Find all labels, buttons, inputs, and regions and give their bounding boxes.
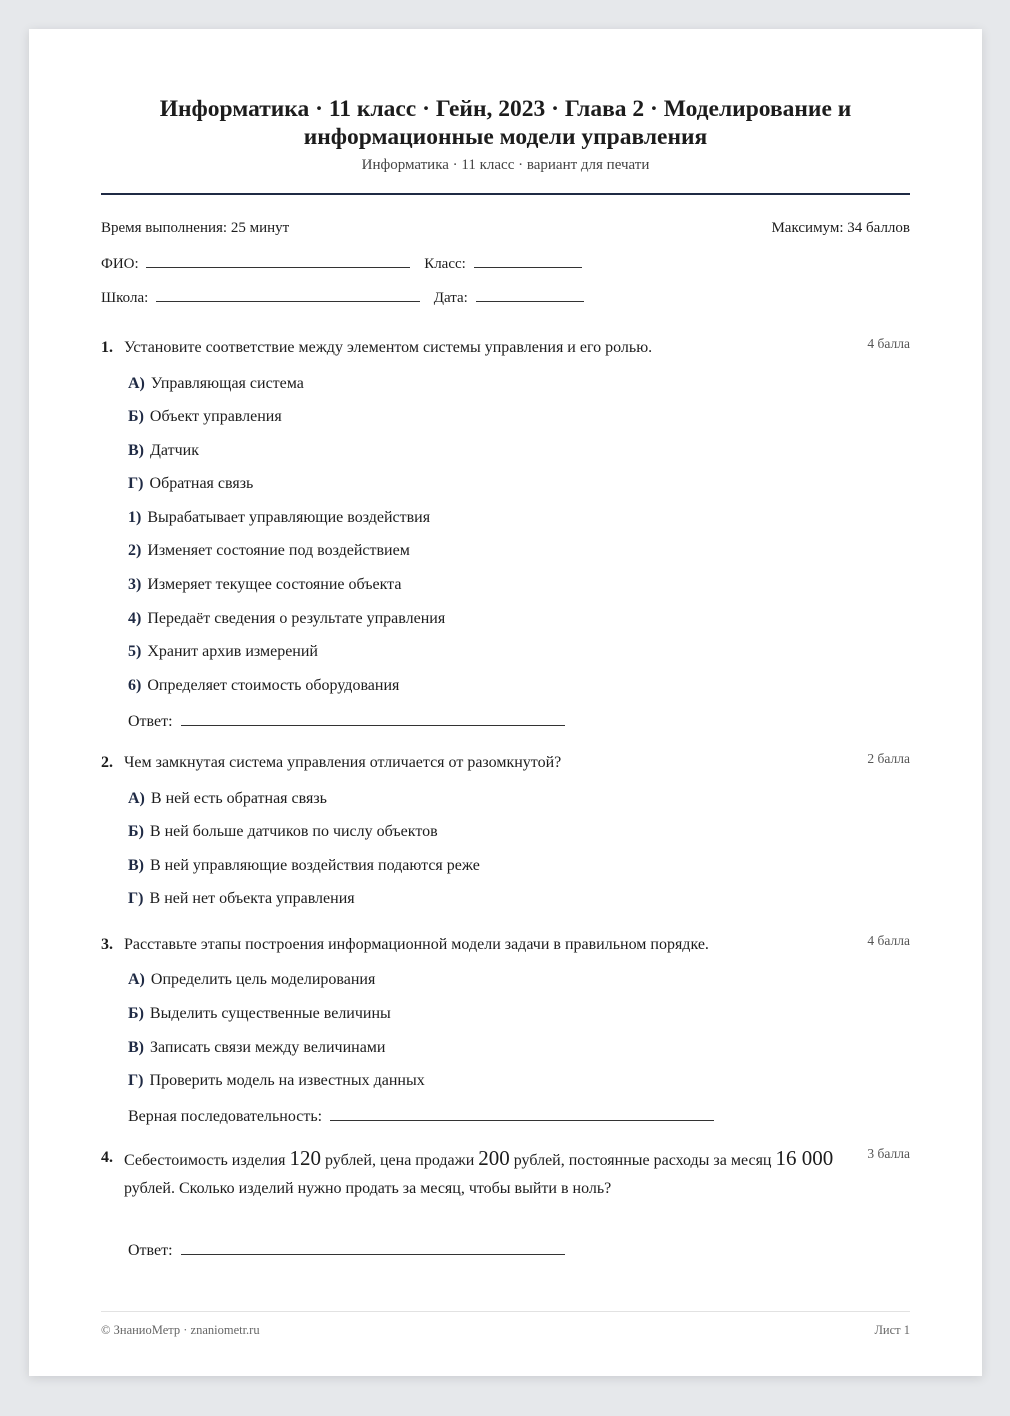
- question-points: 4 балла: [867, 336, 910, 351]
- meta-row-fio: [101, 253, 910, 273]
- question-1: [101, 334, 910, 730]
- item-number: 1): [128, 509, 142, 526]
- question-text: Установите соответствие между элементом системы управления и его ролью.: [124, 339, 653, 356]
- question-1-header: [101, 334, 910, 362]
- question-text: Расставьте этапы построения информационной модели задачи в правильном порядке.: [124, 936, 709, 953]
- item-text: Датчик: [150, 442, 199, 459]
- match-right-item: [128, 576, 401, 594]
- item-text: Обратная связь: [149, 475, 254, 492]
- item-text: Изменяет состояние под воздействием: [147, 542, 410, 559]
- option-letter: Б): [128, 823, 144, 840]
- match-right-item: [128, 643, 318, 661]
- question-3: [101, 931, 910, 1125]
- option-letter: Г): [128, 890, 144, 907]
- item-text: Записать связи между величинами: [150, 1039, 386, 1056]
- item-text: Управляющая система: [150, 375, 304, 392]
- item-text: Передаёт сведения о результате управления: [147, 610, 446, 627]
- option-text: В ней управляющие воздействия подаются реже: [150, 857, 480, 874]
- item-letter: Б): [128, 1005, 144, 1022]
- meta-row-time: [101, 220, 910, 237]
- class-label: Класс:: [424, 256, 466, 272]
- text-fragment: рублей, цена продажи: [321, 1152, 479, 1169]
- school-field[interactable]: [156, 287, 420, 302]
- option-text: В ней нет объекта управления: [149, 890, 355, 907]
- item-number: 4): [128, 610, 142, 627]
- class-field[interactable]: [474, 253, 582, 268]
- question-number: 1.: [101, 339, 113, 356]
- sequence-item: [128, 1039, 385, 1057]
- answer-option[interactable]: [128, 790, 327, 808]
- page-footer: [101, 1323, 910, 1338]
- question-2: [101, 749, 910, 907]
- date-field[interactable]: [476, 287, 584, 302]
- item-text: Объект управления: [149, 408, 282, 425]
- question-points: 3 балла: [867, 1146, 910, 1161]
- option-letter: А): [128, 790, 145, 807]
- item-text: Проверить модель на известных данных: [149, 1072, 425, 1089]
- item-text: Измеряет текущее состояние объекта: [147, 576, 402, 593]
- question-2-header: [101, 749, 910, 777]
- answer-option[interactable]: [128, 823, 438, 841]
- answer-label: Ответ:: [128, 713, 173, 730]
- question-points: 2 балла: [867, 751, 910, 766]
- match-left-item: [128, 408, 282, 426]
- question-number: 2.: [101, 754, 113, 771]
- match-left-item: [128, 375, 304, 393]
- question-number: 3.: [101, 936, 113, 953]
- question-3-header: [101, 931, 910, 959]
- match-right-item: [128, 542, 410, 560]
- text-fragment: рублей. Сколько изделий нужно продать за месяц, чтобы выйти в ноль?: [124, 1180, 612, 1197]
- item-letter: А): [128, 375, 145, 392]
- answer-row: [128, 1106, 714, 1126]
- sequence-item: [128, 1005, 391, 1023]
- fixed-costs-value: 16 000: [775, 1146, 834, 1170]
- price-value: 200: [478, 1146, 510, 1170]
- question-4-header: [101, 1144, 910, 1203]
- item-letter: Г): [128, 475, 144, 492]
- question-number: 4.: [101, 1149, 113, 1166]
- item-text: Выделить существенные величины: [149, 1005, 391, 1022]
- school-label: Школа:: [101, 290, 149, 306]
- match-right-item: [128, 509, 430, 527]
- answer-field[interactable]: [330, 1106, 714, 1121]
- footer-copyright: © ЗнаниоМетр · znaniometr.ru: [101, 1323, 260, 1337]
- item-text: Определяет стоимость оборудования: [147, 677, 400, 694]
- page-subtitle: Информатика · 11 класс · вариант для печати: [361, 157, 650, 173]
- date-label: Дата:: [433, 290, 468, 306]
- item-text: Определить цель моделирования: [150, 971, 376, 988]
- question-points: 4 балла: [867, 933, 910, 948]
- answer-option[interactable]: [128, 890, 355, 908]
- item-text: Вырабатывает управляющие воздействия: [147, 509, 431, 526]
- sequence-item: [128, 971, 375, 989]
- footer-divider: [101, 1311, 910, 1312]
- item-number: 6): [128, 677, 142, 694]
- item-letter: Г): [128, 1072, 144, 1089]
- fio-label: ФИО:: [101, 256, 139, 272]
- max-score: Максимум: 34 баллов: [771, 220, 910, 236]
- text-fragment: рублей, постоянные расходы за месяц: [509, 1152, 776, 1169]
- answer-row: [128, 1240, 565, 1260]
- answer-row: [128, 711, 565, 731]
- item-number: 5): [128, 643, 142, 660]
- meta-row-school: [101, 287, 910, 307]
- question-text: [124, 1144, 910, 1203]
- option-text: В ней есть обратная связь: [150, 790, 327, 807]
- page-title: Информатика · 11 класс · Гейн, 2023 · Глава 2 · Моделирование и информационные модели управления: [159, 96, 852, 150]
- answer-field[interactable]: [181, 711, 565, 726]
- text-fragment: Себестоимость изделия: [124, 1152, 290, 1169]
- page-content: [101, 29, 910, 1376]
- fio-field[interactable]: [146, 253, 410, 268]
- item-letter: А): [128, 971, 145, 988]
- match-right-item: [128, 610, 445, 628]
- match-left-item: [128, 475, 253, 493]
- item-number: 2): [128, 542, 142, 559]
- item-letter: В): [128, 1039, 144, 1056]
- cost-value: 120: [289, 1146, 321, 1170]
- item-number: 3): [128, 576, 142, 593]
- question-4: [101, 1144, 910, 1259]
- option-letter: В): [128, 857, 144, 874]
- answer-option[interactable]: [128, 857, 480, 875]
- question-text: Чем замкнутая система управления отличается от разомкнутой?: [124, 754, 562, 771]
- answer-label: Верная последовательность:: [128, 1108, 323, 1125]
- option-text: В ней больше датчиков по числу объектов: [149, 823, 438, 840]
- sheet-number: Лист 1: [874, 1323, 910, 1337]
- item-letter: Б): [128, 408, 144, 425]
- time-limit: Время выполнения: 25 минут: [101, 220, 290, 236]
- answer-field[interactable]: [181, 1240, 565, 1255]
- worksheet-page: [29, 29, 982, 1376]
- answer-label: Ответ:: [128, 1242, 173, 1259]
- match-left-item: [128, 442, 199, 460]
- item-letter: В): [128, 442, 144, 459]
- match-right-item: [128, 677, 399, 695]
- title-divider: [101, 193, 910, 195]
- sequence-item: [128, 1072, 425, 1090]
- item-text: Хранит архив измерений: [147, 643, 318, 660]
